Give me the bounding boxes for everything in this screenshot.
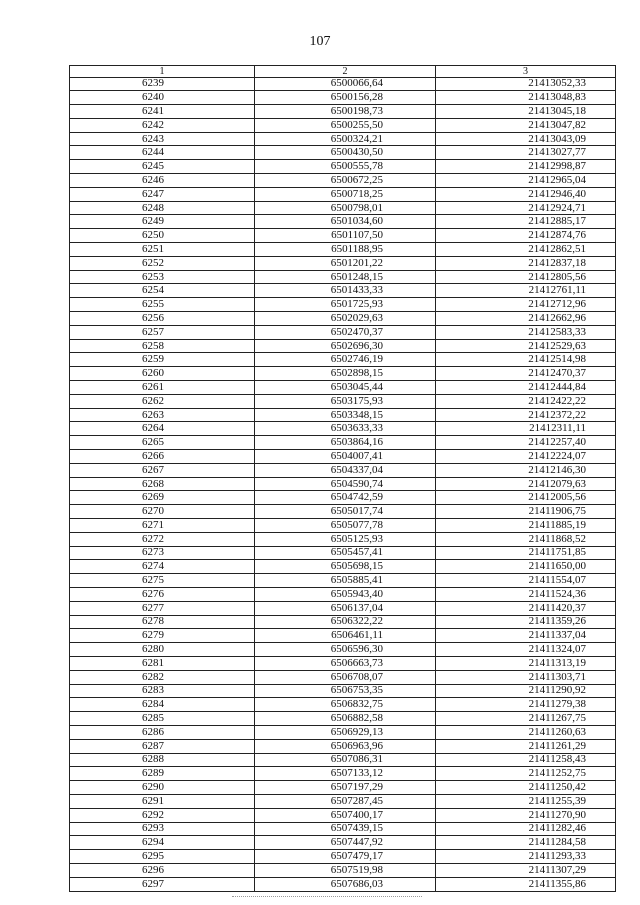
point-number-cell: 6283 [70,684,255,698]
table-row [70,174,616,188]
x-coordinate-cell: 6505077,78 [255,519,436,533]
y-coordinate-cell: 21412712,96 [436,298,616,312]
y-coordinate-cell: 21412146,30 [436,463,616,477]
y-coordinate-cell: 21411324,07 [436,643,616,657]
x-coordinate-cell: 6506663,73 [255,656,436,670]
point-number-cell: 6278 [70,615,255,629]
point-number-cell: 6249 [70,215,255,229]
x-coordinate-cell: 6506461,11 [255,629,436,643]
y-coordinate-cell: 21413052,33 [436,77,616,91]
x-coordinate-cell: 6500324,21 [255,132,436,146]
table-row [70,877,616,891]
table-row [70,284,616,298]
x-coordinate-cell: 6505125,93 [255,532,436,546]
y-coordinate-cell: 21413043,09 [436,132,616,146]
table-row [70,532,616,546]
x-coordinate-cell: 6506753,35 [255,684,436,698]
x-coordinate-cell: 6501201,22 [255,256,436,270]
point-number-cell: 6242 [70,118,255,132]
table-row [70,725,616,739]
point-number-cell: 6268 [70,477,255,491]
point-number-cell: 6251 [70,243,255,257]
y-coordinate-cell: 21412529,63 [436,339,616,353]
table-row [70,436,616,450]
y-coordinate-cell: 21411524,36 [436,587,616,601]
x-coordinate-cell: 6504590,74 [255,477,436,491]
point-number-cell: 6264 [70,422,255,436]
x-coordinate-cell: 6501107,50 [255,229,436,243]
table-row [70,808,616,822]
x-coordinate-cell: 6507400,17 [255,808,436,822]
y-coordinate-cell: 21412311,11 [436,422,616,436]
table-row [70,643,616,657]
x-coordinate-cell: 6502470,37 [255,325,436,339]
x-coordinate-cell: 6500198,73 [255,105,436,119]
table-row [70,477,616,491]
x-coordinate-cell: 6507447,92 [255,836,436,850]
table-row [70,505,616,519]
point-number-cell: 6271 [70,519,255,533]
y-coordinate-cell: 21411260,63 [436,725,616,739]
table-row [70,394,616,408]
y-coordinate-cell: 21412583,33 [436,325,616,339]
y-coordinate-cell: 21412257,40 [436,436,616,450]
point-number-cell: 6260 [70,367,255,381]
table-header [70,66,616,78]
x-coordinate-cell: 6505698,15 [255,560,436,574]
x-coordinate-cell: 6507686,03 [255,877,436,891]
x-coordinate-cell: 6503175,93 [255,394,436,408]
scan-artifact-line [232,896,422,898]
y-coordinate-cell: 21411307,29 [436,863,616,877]
point-number-cell: 6282 [70,670,255,684]
y-coordinate-cell: 21411554,07 [436,574,616,588]
y-coordinate-cell: 21411751,85 [436,546,616,560]
table-row [70,519,616,533]
point-number-cell: 6247 [70,187,255,201]
y-coordinate-cell: 21412837,18 [436,256,616,270]
y-coordinate-cell: 21411255,39 [436,794,616,808]
table-row [70,229,616,243]
point-number-cell: 6285 [70,712,255,726]
y-coordinate-cell: 21411303,71 [436,670,616,684]
table-row [70,118,616,132]
x-coordinate-cell: 6501034,60 [255,215,436,229]
y-coordinate-cell: 21412965,04 [436,174,616,188]
y-coordinate-cell: 21411359,26 [436,615,616,629]
x-coordinate-cell: 6501188,95 [255,243,436,257]
point-number-cell: 6267 [70,463,255,477]
x-coordinate-cell: 6500255,50 [255,118,436,132]
point-number-cell: 6288 [70,753,255,767]
table-row [70,243,616,257]
point-number-cell: 6273 [70,546,255,560]
y-coordinate-cell: 21411885,19 [436,519,616,533]
y-coordinate-cell: 21412885,17 [436,215,616,229]
table-row [70,381,616,395]
x-coordinate-cell: 6500555,78 [255,160,436,174]
x-coordinate-cell: 6507086,31 [255,753,436,767]
point-number-cell: 6287 [70,739,255,753]
x-coordinate-cell: 6507287,45 [255,794,436,808]
table-row [70,698,616,712]
x-coordinate-cell: 6500156,28 [255,91,436,105]
point-number-cell: 6257 [70,325,255,339]
point-number-cell: 6255 [70,298,255,312]
point-number-cell: 6269 [70,491,255,505]
y-coordinate-cell: 21411250,42 [436,781,616,795]
x-coordinate-cell: 6500718,25 [255,187,436,201]
table-row [70,256,616,270]
x-coordinate-cell: 6505943,40 [255,587,436,601]
y-coordinate-cell: 21411290,92 [436,684,616,698]
point-number-cell: 6248 [70,201,255,215]
y-coordinate-cell: 21412224,07 [436,450,616,464]
point-number-cell: 6284 [70,698,255,712]
table-row [70,450,616,464]
point-number-cell: 6274 [70,560,255,574]
table-row [70,422,616,436]
point-number-cell: 6270 [70,505,255,519]
y-coordinate-cell: 21411282,46 [436,822,616,836]
x-coordinate-cell: 6505457,41 [255,546,436,560]
x-coordinate-cell: 6507133,12 [255,767,436,781]
table-row [70,850,616,864]
table-row [70,325,616,339]
x-coordinate-cell: 6502746,19 [255,353,436,367]
point-number-cell: 6265 [70,436,255,450]
x-coordinate-cell: 6507439,15 [255,822,436,836]
x-coordinate-cell: 6505885,41 [255,574,436,588]
table-row [70,463,616,477]
y-coordinate-cell: 21411261,29 [436,739,616,753]
y-coordinate-cell: 21411252,75 [436,767,616,781]
table-row [70,270,616,284]
x-coordinate-cell: 6503633,33 [255,422,436,436]
table-row [70,615,616,629]
y-coordinate-cell: 21411355,86 [436,877,616,891]
table-row [70,160,616,174]
table-row [70,739,616,753]
page-number: 107 [309,34,331,49]
point-number-cell: 6277 [70,601,255,615]
x-coordinate-cell: 6504337,04 [255,463,436,477]
point-number-cell: 6244 [70,146,255,160]
y-coordinate-cell: 21411337,04 [436,629,616,643]
table-row [70,298,616,312]
point-number-cell: 6296 [70,863,255,877]
point-number-cell: 6263 [70,408,255,422]
point-number-cell: 6297 [70,877,255,891]
x-coordinate-cell: 6507519,98 [255,863,436,877]
y-coordinate-cell: 21412005,56 [436,491,616,505]
x-coordinate-cell: 6505017,74 [255,505,436,519]
y-coordinate-cell: 21412946,40 [436,187,616,201]
table-row [70,560,616,574]
y-coordinate-cell: 21413027,77 [436,146,616,160]
y-coordinate-cell: 21411293,33 [436,850,616,864]
table-row [70,408,616,422]
table-row [70,187,616,201]
x-coordinate-cell: 6503864,16 [255,436,436,450]
point-number-cell: 6252 [70,256,255,270]
table-row [70,132,616,146]
x-coordinate-cell: 6504742,59 [255,491,436,505]
y-coordinate-cell: 21411279,38 [436,698,616,712]
y-coordinate-cell: 21412805,56 [436,270,616,284]
x-coordinate-cell: 6506963,96 [255,739,436,753]
point-number-cell: 6289 [70,767,255,781]
point-number-cell: 6281 [70,656,255,670]
y-coordinate-cell: 21413047,82 [436,118,616,132]
point-number-cell: 6295 [70,850,255,864]
table-row [70,822,616,836]
point-number-cell: 6291 [70,794,255,808]
x-coordinate-cell: 6500430,50 [255,146,436,160]
x-coordinate-cell: 6501433,33 [255,284,436,298]
y-coordinate-cell: 21412470,37 [436,367,616,381]
table-row [70,656,616,670]
table-body [70,77,616,891]
x-coordinate-cell: 6503348,15 [255,408,436,422]
y-coordinate-cell: 21411258,43 [436,753,616,767]
x-coordinate-cell: 6501248,15 [255,270,436,284]
x-coordinate-cell: 6506929,13 [255,725,436,739]
y-coordinate-cell: 21411270,90 [436,808,616,822]
point-number-cell: 6253 [70,270,255,284]
point-number-cell: 6290 [70,781,255,795]
y-coordinate-cell: 21412514,98 [436,353,616,367]
y-coordinate-cell: 21412079,63 [436,477,616,491]
table-row [70,201,616,215]
table-row [70,781,616,795]
column-header-1: 1 [70,66,255,78]
table-row [70,77,616,91]
point-number-cell: 6272 [70,532,255,546]
y-coordinate-cell: 21411267,75 [436,712,616,726]
point-number-cell: 6292 [70,808,255,822]
table-row [70,836,616,850]
table-row [70,629,616,643]
y-coordinate-cell: 21411906,75 [436,505,616,519]
table-row [70,215,616,229]
y-coordinate-cell: 21412998,87 [436,160,616,174]
x-coordinate-cell: 6502029,63 [255,312,436,326]
x-coordinate-cell: 6500672,25 [255,174,436,188]
y-coordinate-cell: 21411284,58 [436,836,616,850]
table-row [70,339,616,353]
point-number-cell: 6239 [70,77,255,91]
x-coordinate-cell: 6502696,30 [255,339,436,353]
point-number-cell: 6294 [70,836,255,850]
point-number-cell: 6258 [70,339,255,353]
point-number-cell: 6276 [70,587,255,601]
table-row [70,753,616,767]
y-coordinate-cell: 21412372,22 [436,408,616,422]
point-number-cell: 6246 [70,174,255,188]
table-row [70,601,616,615]
table-row [70,312,616,326]
y-coordinate-cell: 21412422,22 [436,394,616,408]
table-row [70,684,616,698]
y-coordinate-cell: 21413048,83 [436,91,616,105]
point-number-cell: 6286 [70,725,255,739]
table-row [70,546,616,560]
coordinates-table [69,65,616,892]
x-coordinate-cell: 6501725,93 [255,298,436,312]
table-row [70,105,616,119]
point-number-cell: 6256 [70,312,255,326]
point-number-cell: 6254 [70,284,255,298]
x-coordinate-cell: 6506882,58 [255,712,436,726]
point-number-cell: 6250 [70,229,255,243]
point-number-cell: 6275 [70,574,255,588]
y-coordinate-cell: 21411868,52 [436,532,616,546]
table-row [70,712,616,726]
point-number-cell: 6280 [70,643,255,657]
table-row [70,670,616,684]
table-row [70,91,616,105]
point-number-cell: 6266 [70,450,255,464]
x-coordinate-cell: 6506832,75 [255,698,436,712]
y-coordinate-cell: 21413045,18 [436,105,616,119]
table-row [70,794,616,808]
x-coordinate-cell: 6504007,41 [255,450,436,464]
table-row [70,863,616,877]
point-number-cell: 6241 [70,105,255,119]
x-coordinate-cell: 6500066,64 [255,77,436,91]
x-coordinate-cell: 6506708,07 [255,670,436,684]
x-coordinate-cell: 6503045,44 [255,381,436,395]
y-coordinate-cell: 21411420,37 [436,601,616,615]
y-coordinate-cell: 21412862,51 [436,243,616,257]
y-coordinate-cell: 21412761,11 [436,284,616,298]
table-row [70,353,616,367]
x-coordinate-cell: 6506322,22 [255,615,436,629]
column-header-3: 3 [436,66,616,78]
point-number-cell: 6262 [70,394,255,408]
y-coordinate-cell: 21412924,71 [436,201,616,215]
table-row [70,367,616,381]
point-number-cell: 6279 [70,629,255,643]
x-coordinate-cell: 6500798,01 [255,201,436,215]
table-row [70,491,616,505]
x-coordinate-cell: 6506137,04 [255,601,436,615]
column-header-2: 2 [255,66,436,78]
x-coordinate-cell: 6506596,30 [255,643,436,657]
table-row [70,767,616,781]
y-coordinate-cell: 21411650,00 [436,560,616,574]
x-coordinate-cell: 6507479,17 [255,850,436,864]
x-coordinate-cell: 6507197,29 [255,781,436,795]
table-row [70,587,616,601]
point-number-cell: 6259 [70,353,255,367]
y-coordinate-cell: 21411313,19 [436,656,616,670]
point-number-cell: 6240 [70,91,255,105]
point-number-cell: 6245 [70,160,255,174]
point-number-cell: 6243 [70,132,255,146]
header-row [70,66,616,78]
x-coordinate-cell: 6502898,15 [255,367,436,381]
table-row [70,146,616,160]
y-coordinate-cell: 21412662,96 [436,312,616,326]
y-coordinate-cell: 21412874,76 [436,229,616,243]
point-number-cell: 6293 [70,822,255,836]
point-number-cell: 6261 [70,381,255,395]
y-coordinate-cell: 21412444,84 [436,381,616,395]
table-row [70,574,616,588]
